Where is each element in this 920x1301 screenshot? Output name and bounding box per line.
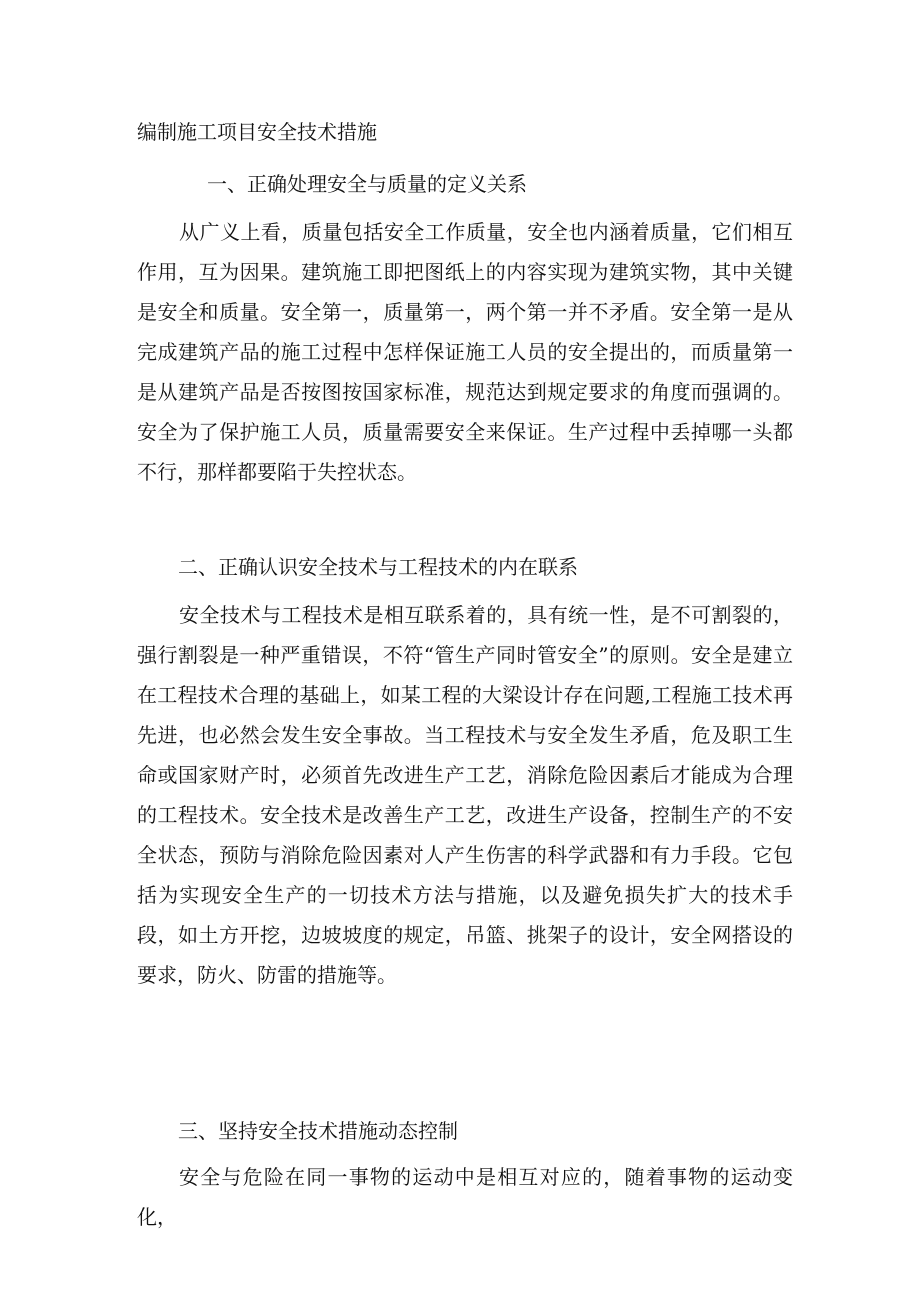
- section-paragraph-2: 安全技术与工程技术是相互联系着的，具有统一性，是不可割裂的，强行割裂是一种严重错误，不符“管生产同时管安全”的原则。安全是建立在工程技术合理的基础上，如某工程的大梁设计存在问题,工程施工技术再先进，也必然会发生安全事故。当工程技术与安全发生矛盾，危及职工生命或国家财产时，必须首先改进生产工艺，消除危险因素后才能成为合理的工程技术。安全技术是改善生产工艺，改进生产设备，控制生产的不安全状态，预防与消除危险因素对人产生伤害的科学武器和有力手段。它包括为实现安全生产的一切技术方法与措施，以及避免损失扩大的技术手段，如土方开挖，边坡坡度的规定，吊篮、挑架子的设计，安全网搭设的要求，防火、防雷的措施等。: [137, 603, 793, 987]
- document-title: 编制施工项目安全技术措施: [137, 120, 377, 144]
- section-heading-2: 二、正确认识安全技术与工程技术的内在联系: [178, 555, 578, 579]
- section-paragraph-1: 从广义上看，质量包括安全工作质量，安全也内涵着质量，它们相互作用，互为因果。建筑施工即把图纸上的内容实现为建筑实物，其中关键是安全和质量。安全第一，质量第一，两个第一并不矛盾。安全第一是从完成建筑产品的施工过程中怎样保证施工人员的安全提出的，而质量第一是从建筑产品是否按图按国家标准，规范达到规定要求的角度而强调的。安全为了保护施工人员，质量需要安全来保证。生产过程中丢掉哪一头都不行，那样都要陷于失控状态。: [137, 220, 793, 484]
- section-paragraph-3: 安全与危险在同一事物的运动中是相互对应的，随着事物的运动变化，: [137, 1165, 793, 1229]
- section-heading-3: 三、坚持安全技术措施动态控制: [178, 1119, 458, 1143]
- section-heading-1: 一、正确处理安全与质量的定义关系: [207, 172, 527, 196]
